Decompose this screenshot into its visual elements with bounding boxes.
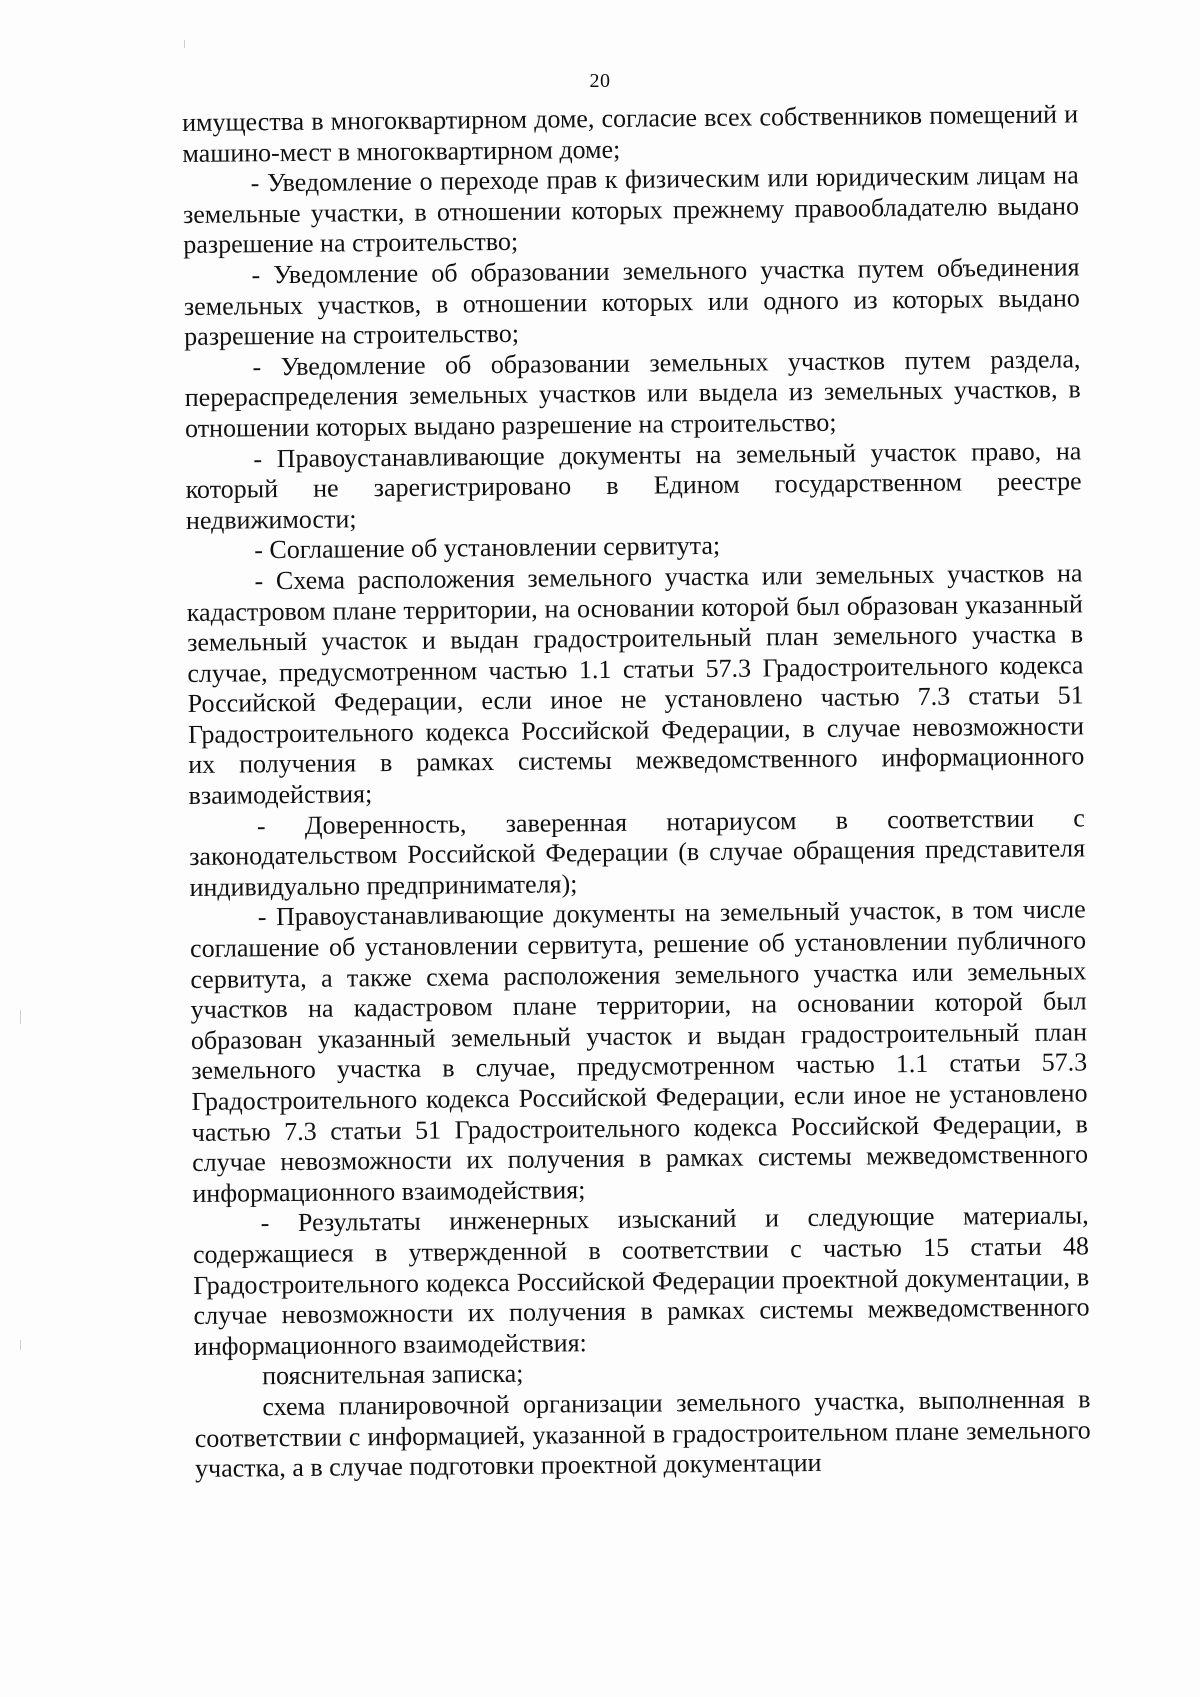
paragraph-title-documents-extended: - Правоустанавливающие документы на земельный участок, в том числе соглашение об установлении сервитута, решение об установлении публичного сервитута, а также схема расположения земельного участка или земельных участков на кадастровом плане территории, на основании которой был образован указанный земельный участок и выдан градостроительный план земельного участка в случае, предусмотренном частью 1.1 статьи 57.3 Градостроительного кодекса Российской Федерации, если иное не установлено частью 7.3 статьи 51 Градостроительного кодекса Российской Федерации, в случае невозможности их получения в рамках системы межведомственного информационного взаимодействия; [189,894,1089,1208]
page-number: 20 [589,70,611,92]
paragraph-engineering-surveys: - Результаты инженерных изысканий и следующие материалы, содержащиеся в утвержденной в соответствии с частью 15 статьи 48 Градостроительного кодекса Российской Федерации проектной документации, в случае невозможности их получения в рамках системы межведомственного информационного взаимодействия: [192,1200,1090,1361]
paragraph-power-of-attorney: - Доверенность, заверенная нотариусом в соответствии с законодательством Российской Федерации (в случае обращения представителя индивидуально предпринимателя); [189,803,1086,902]
paragraph-cadastral-scheme: - Схема расположения земельного участка или земельных участков на кадастровом плане территории, на основании которой был образован указанный земельный участок и выдан градостроительный план земельного участка в случае, предусмотренном частью 1.1 статьи 57.3 Градостроительного кодекса Российской Федерации, если иное не установлено частью 7.3 статьи 51 Градостроительного кодекса Российской Федерации, в случае невозможности их получения в рамках системы межведомственного информационного взаимодействия; [186,558,1085,811]
paragraph-notice-rights-transfer: - Уведомление о переходе прав к физическим или юридическим лицам на земельные участки, в отношении которых прежнему правообладателю выдано разрешение на строительство; [182,160,1080,260]
scan-artifact [20,1010,21,1024]
scan-artifact [20,1340,21,1350]
paragraph-servitude-agreement: - Соглашение об установлении сервитута; [254,531,721,565]
document-body [182,99,1091,1484]
scan-artifact [184,40,185,48]
paragraph-title-documents: - Правоустанавливающие документы на земельный участок право, на который не зарегистрировано в Едином государственном реестре недвижимости; [185,435,1082,535]
paragraph-explanatory-note: пояснительная записка; [262,1359,524,1391]
paragraph-planning-scheme: схема планировочной организации земельного участка, выполненная в соответствии с информацией, указанной в градостроительном плане земельного участка, а в случае подготовки проектной документации [194,1384,1091,1484]
paragraph-notice-plot-division: - Уведомление об образовании земельных участков путем раздела, перераспределения земельных участков или выдела из земельных участков, в отношении которых выдано разрешение на строительство; [184,344,1081,443]
paragraph-notice-plot-merge: - Уведомление об образовании земельного участка путем объединения земельных участков, в отношении которых или одного из которых выдано разрешение на строительство; [183,252,1080,352]
paragraph-continuation: имущества в многоквартирном доме, согласие всех собственников помещений и машино-мест в многоквартирном доме; [182,99,1079,168]
